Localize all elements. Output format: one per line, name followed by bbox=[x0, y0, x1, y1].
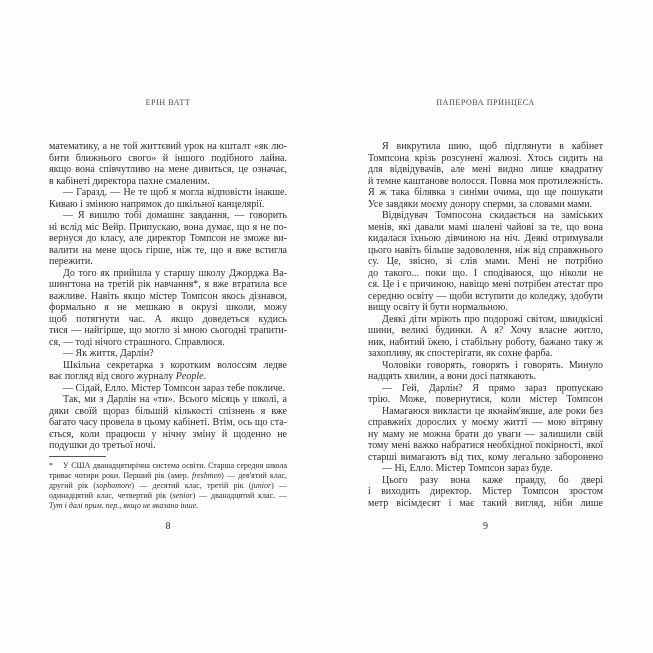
paragraph bbox=[368, 406, 603, 464]
text-line: формально я не мешкаю в окрузі школи, можу bbox=[49, 302, 287, 313]
footnote-line bbox=[49, 461, 287, 471]
paragraph bbox=[368, 141, 603, 210]
paragraph bbox=[49, 268, 287, 349]
text-line: до такого... поки що. І сподіваюся, що ніколи не bbox=[368, 267, 603, 279]
paragraph bbox=[49, 141, 287, 187]
text-line: математику, а не той життєвий урок на кшталт «як лю- bbox=[49, 141, 287, 152]
paragraph bbox=[49, 394, 287, 452]
text-line: ється, коли працюєш у нічну зміну й щоденно не bbox=[49, 428, 287, 440]
paragraph bbox=[368, 314, 603, 360]
paragraph bbox=[368, 475, 603, 510]
text-line: подушки до третьої ночі. bbox=[49, 440, 156, 451]
text-line: — Ні, Елло. Містер Томпсон зараз буде. bbox=[382, 463, 553, 474]
text-segment: триває чотири роки. Перший рік (амер. bbox=[49, 471, 193, 480]
text-line: метр вісімдесят і має такий вигляд, ніби лише bbox=[368, 497, 603, 509]
text-line: тому мені важко набратися необхідної покірності, якої bbox=[368, 440, 603, 451]
italic-text: Тут і далі прим. пер., якщо не вказано інше. bbox=[49, 501, 199, 510]
page-body-text bbox=[368, 141, 603, 509]
footnote-marker: * bbox=[49, 461, 53, 470]
text-line: — Гаразд. — Не те щоб я могла відповісти інакше. bbox=[63, 187, 287, 198]
paragraph bbox=[49, 360, 287, 383]
text-line: цього навіть більше задоволення, ніж від справжнього bbox=[368, 244, 603, 256]
text-line: До того як прийшла у старшу школу Джорджа Ва- bbox=[63, 267, 287, 279]
text-line: тися — найгірше, що могло зі мною сьогодні трапити- bbox=[49, 325, 287, 336]
text-segment: ) — bbox=[271, 481, 287, 490]
paragraph bbox=[368, 210, 603, 314]
text-line: бити ближнього свого» й іншого подібного лайна. bbox=[49, 152, 287, 164]
text-line: ник, набитий їжею, і стабільну роботу, бажано таку ж bbox=[368, 336, 603, 348]
text-segment: ) — дев'ятий клас, bbox=[221, 471, 287, 480]
footnote bbox=[49, 461, 287, 511]
text-line: дяки своїй щораз більшій кількості спізнень я вже bbox=[49, 405, 287, 417]
left-page bbox=[49, 0, 287, 653]
text-line: ся. Це і є причиною, навіщо мені потрібен атестат про bbox=[368, 279, 603, 290]
text-line: якщо вона співчутливо на мене дивиться, це означає, bbox=[49, 164, 287, 175]
text-segment: . bbox=[203, 371, 207, 382]
text-segment: другий рік ( bbox=[49, 481, 97, 490]
text-line: справжніх дорослих у моєму житті — мою вітряну bbox=[368, 417, 603, 428]
text-line: Чоловіки говорять, говорять і говорять. Минуло bbox=[382, 359, 603, 371]
text-line: Я викрутила шию, щоб підглянути в кабінет bbox=[382, 141, 603, 152]
text-line: Так, ми з Дарлін на «ти». Всього місяць у школі, а bbox=[63, 394, 287, 405]
text-line: Цього разу вона каже правду, бо двері bbox=[382, 474, 603, 486]
text-line: ну маму не можна брати до уваги — залишили свій bbox=[368, 428, 603, 440]
running-head-title: ПАПЕРОВА ПРИНЦЕСА bbox=[436, 98, 535, 107]
text-line: шингтона на третій рік навчання*, я вже втратила все bbox=[49, 279, 287, 290]
text-line: надцять хвилин, а вони досі патякають. bbox=[368, 371, 537, 382]
text-segment: одинадцятий клас, четвертий рік ( bbox=[49, 491, 173, 500]
text-segment: ває погляд від свого журналу bbox=[49, 371, 176, 382]
text-line: для відвідувачів, але мені видно лише квадратну bbox=[368, 164, 603, 175]
italic-text: sophomore bbox=[96, 481, 132, 490]
text-line: Я ж така білявка з синіми очима, що ще пошукати bbox=[368, 187, 603, 198]
text-line: — Гей, Дарлін? Я прямо зараз пропускаю bbox=[382, 382, 603, 394]
footnote-divider bbox=[49, 456, 106, 457]
text-line: Шкільна секретарка з коротким волоссям ледве bbox=[63, 359, 287, 371]
paragraph bbox=[49, 210, 287, 268]
text-line: вищу освіту й бути нормальною. bbox=[368, 302, 508, 313]
text-segment: ) — дванадцятий клас. — bbox=[192, 491, 287, 500]
italic-text: People bbox=[175, 371, 204, 382]
text-line: Киваю і змінюю напрямок до шкільної канцелярії. bbox=[49, 198, 265, 210]
text-line: валити на мене щось гірше, ніж те, що я вже встигла bbox=[49, 244, 287, 256]
page-body-text bbox=[49, 141, 287, 452]
italic-text: senior bbox=[172, 491, 193, 500]
text-line: трію. Може, повернутися, коли містер Томпсон bbox=[368, 394, 603, 405]
text-line: ні вслід міс Вейр. Припускаю, вона думає, що я не по- bbox=[49, 221, 287, 233]
page-number: 8 bbox=[165, 521, 171, 532]
text-line: ся, — тоді нічого страшного. Справлюся. bbox=[49, 336, 225, 348]
text-line bbox=[49, 371, 287, 383]
text-line: захопливу, як спостерігати, як сохне фарба. bbox=[368, 348, 553, 359]
text-line: шини, великі будинки. А я? Хочу власне житло, bbox=[368, 325, 603, 336]
footnote-line bbox=[49, 481, 287, 491]
italic-text: freshmen bbox=[192, 471, 222, 480]
footnote-line bbox=[49, 501, 287, 511]
text-line: су. Це, звісно, зі слів мами. Мені не потрібно bbox=[368, 256, 603, 267]
text-line: багато часу провела в цьому кабінеті. Втім, ось що ста- bbox=[49, 417, 287, 428]
text-line: й темне каштанове волосся. Повна моя протилежність. bbox=[368, 175, 603, 187]
text-line: — Як життя, Дарлін? bbox=[63, 348, 154, 359]
paragraph bbox=[49, 348, 287, 360]
text-line: щоб потягнути час. А якщо доведеться кудись bbox=[49, 313, 287, 325]
text-line: важливе. Навіть якщо містер Томпсон якось дізнався, bbox=[49, 290, 287, 302]
right-page bbox=[368, 0, 603, 653]
text-line: Усе завдяки моєму донору сперми, за словами мами. bbox=[368, 198, 593, 210]
text-line: Намагаюся викласти це якнайм'якше, але роки без bbox=[382, 405, 603, 417]
text-line: — Я вишлю тобі домашнє завдання, — говорить bbox=[63, 210, 287, 221]
text-line: вернуся до класу, але директор Томпсон не зможе ви- bbox=[49, 233, 287, 244]
italic-text: junior bbox=[251, 481, 272, 490]
paragraph bbox=[49, 383, 287, 395]
page-number: 9 bbox=[483, 521, 488, 532]
text-line: — Сідай, Елло. Містер Томпсон зараз тебе покличе. bbox=[63, 382, 285, 394]
text-line: кидалася їхньою дівчиною на ніч. Деякі отримували bbox=[368, 233, 603, 244]
paragraph bbox=[368, 463, 603, 475]
text-line: Відвідувач Томпосона скидається на заміських bbox=[382, 210, 603, 221]
text-line: в кабінеті директора пахне смаленим. bbox=[49, 175, 210, 187]
paragraph bbox=[368, 360, 603, 383]
text-line: Деякі діти мріють про подорожі світом, швидкісні bbox=[382, 313, 603, 325]
text-segment: ) — десятий клас, третій рік ( bbox=[131, 481, 252, 490]
text-line: середню освіту — щоби вступити до коледжу, здобути bbox=[368, 290, 603, 302]
paragraph bbox=[49, 187, 287, 210]
text-segment: У США дванадцятирічна система освіти. Старша середня школа bbox=[63, 461, 287, 470]
footnote-line bbox=[49, 491, 287, 501]
paragraph bbox=[368, 383, 603, 406]
text-line: менів, які давали мамі шалені чайові за те, що вона bbox=[368, 221, 603, 233]
text-line: і виходить директор. Містер Томпсон зростом bbox=[368, 486, 603, 497]
text-line: Томпсона крізь розсунені жалюзі. Хтось сидить на bbox=[368, 152, 603, 164]
running-head-author: ЕРІН ВАТТ bbox=[145, 98, 191, 107]
text-line: старші вимагають від тих, кому легально заборонено bbox=[368, 451, 603, 463]
footnote-line bbox=[49, 471, 287, 481]
text-line: пережити. bbox=[49, 256, 93, 267]
